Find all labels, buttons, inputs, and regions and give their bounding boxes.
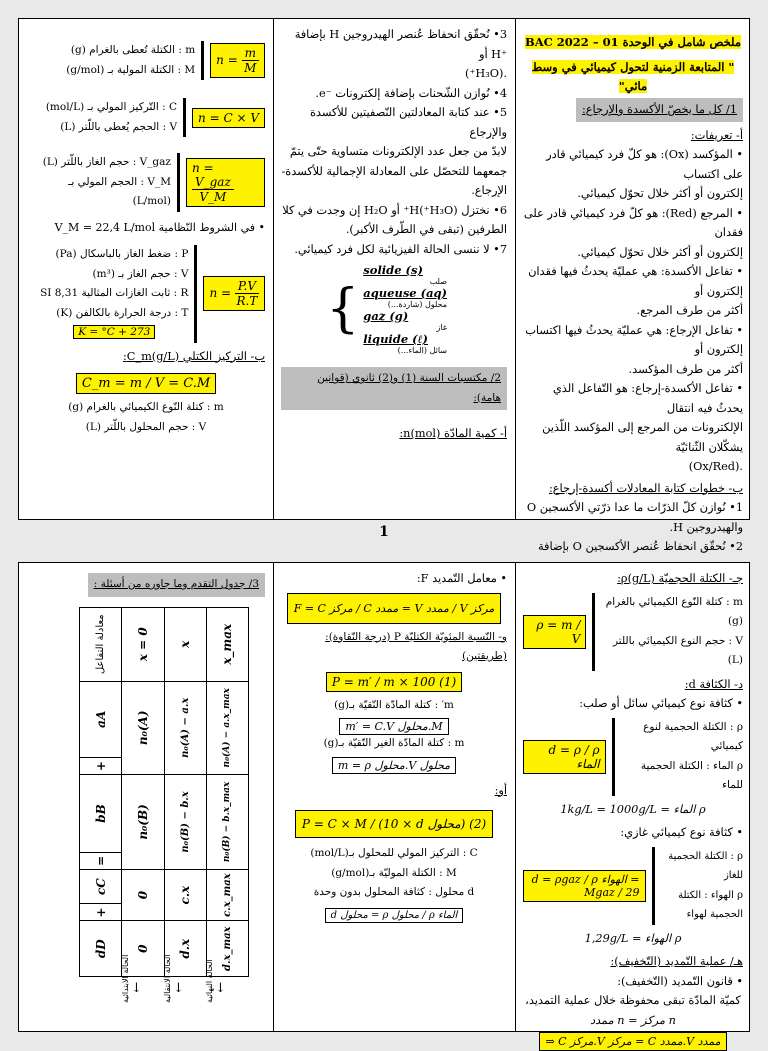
m-prime-def: m′ : كتلة المادّة النّقيّة بـ(g) — [334, 698, 454, 711]
table-cell: bB — [80, 775, 122, 853]
formula-def: P : ضغط الغاز بالباسكال (Pa) — [55, 248, 189, 260]
cm-def: m : كتلة النّوع الكيميائي بالغرام (g) — [68, 401, 224, 413]
formula-n-Vgaz — [27, 153, 265, 212]
page1-right-column — [515, 19, 751, 553]
table-cell: n₀(B) − b.x — [164, 775, 206, 870]
formula-box: n = C × V — [192, 108, 265, 128]
formula-den: V_M — [199, 189, 227, 204]
formula-lhs: n = — [216, 53, 238, 67]
formula-def: m : الكتلة تُعطى بالغرام (g) — [70, 44, 196, 56]
def-line: أكثر من طرف المرجع. — [636, 304, 743, 317]
def-line: إلكترون أو أكثر خلال تحوّل كيميائي. — [577, 245, 743, 259]
def-line: .(Ox/Red) — [688, 460, 743, 473]
state-label: الحالة الابتدائية — [121, 954, 130, 1003]
table-cell: aA — [80, 681, 122, 758]
def-line: • المؤكسد (Ox): هو كلّ فرد كيميائي قادر على اكتساب — [546, 148, 743, 181]
purity-def: d محلول : كثافة المحلول بدون وحدة — [313, 886, 475, 898]
table-row-label: معادلة التفاعل — [80, 608, 122, 682]
table-cell: n₀(B) − b.x_max — [206, 775, 248, 870]
page-number: 1 — [379, 524, 389, 540]
formula-lhs: n = — [209, 286, 232, 301]
d-liquid-formula-box: d = ρ / ρ الماء — [523, 740, 606, 774]
table-cell: n₀(A) — [122, 681, 164, 775]
purity-formula-1: P = m′ / m × 100 (1) — [326, 672, 462, 692]
formula-den: M — [244, 61, 257, 75]
subheading-steps: ب- خطوات كتابة المعادلات أكسدة-إرجاع: — [548, 481, 743, 495]
table-cell: c.x — [164, 869, 206, 921]
cm-def: V : حجم المحلول باللّتر (L) — [85, 420, 207, 433]
formula-def: V_M : الحجم المولي بـ (L/mol) — [68, 175, 171, 207]
table-cell: 0 — [122, 921, 164, 977]
formula-lhs: n = — [191, 160, 214, 175]
subheading-definitions: أ- تعريفات: — [690, 128, 743, 142]
state-label: الحالة الانتقالية — [163, 954, 172, 1003]
page-1 — [18, 18, 750, 553]
formula-def: M : الكتلة المولية بـ (g/mol) — [66, 63, 196, 76]
step-line: لابدّ من جعل عدد الإلكترونات متساوية حتّى يتمّ — [289, 145, 507, 158]
formula-def: V_gaz : حجم الغاز باللّتر (L) — [42, 156, 171, 168]
def-line: أكثر من طرف المؤكسد. — [628, 362, 743, 376]
formula-den: R.T — [236, 294, 258, 309]
subheading-relative-density: د- الكثافة d: — [684, 677, 743, 691]
table-cell: n₀(B) — [122, 775, 164, 870]
purity-def: M : الكتلة الموليّة بـ(g/mol) — [331, 866, 457, 879]
dilution-factor-title: • معامل التّمديد F: — [416, 572, 507, 585]
formula-def: ρ الهواء : الكتلة الحجمية لهواء — [678, 889, 743, 920]
table-cell: dD — [80, 921, 122, 977]
formula-num: P.V — [235, 279, 259, 294]
step-line: 5• عند كتابة المعادلتين النّصفيتين للأكسدة والإرجاع — [309, 106, 507, 139]
physical-states-block — [281, 263, 447, 355]
formula-d-gas — [523, 847, 743, 925]
table-cell: = — [80, 852, 122, 869]
def-line: إلكترون أو أكثر خلال تحوّل كيميائي. — [577, 187, 743, 200]
step-line: .(H₃O⁺) — [464, 67, 507, 80]
page-2 — [18, 562, 750, 1048]
formula-def: C : التّركيز المولي بـ (mol/L) — [45, 101, 178, 113]
section-3-heading: 3/ جدول التقدم وما جاوره من أسئلة : — [88, 573, 265, 597]
rho-water: ρ الماء = 1kg/L = 1000g/L — [560, 802, 706, 816]
step-line: 4• نُوازن الشّحنات بإضافة إلكترونات ⁻e. — [315, 86, 507, 100]
m-eq: m = ρ محلول.V محلول — [332, 757, 456, 774]
subheading-purity: و- النّسبة المئويّة الكتليّة P (درجة النّقاوة): (طريقتين) — [325, 630, 507, 662]
table-cell: + — [80, 758, 122, 775]
table-cell: n₀(A) − a.x — [164, 681, 206, 775]
dilution-final-box: ⇒ C مركز.V مركز = C ممدد.V ممدد — [539, 1032, 726, 1051]
dilution-law: • قانون التّمديد (التّخفيف): — [617, 974, 743, 988]
def-line: • تفاعل الأكسدة: هي عمليّة يحدثُ فيها فقدان إلكترون أو — [528, 265, 743, 298]
subheading-density: جـ- الكتلة الحجميّة ρ(g/L): — [617, 572, 743, 585]
arrow-icon: ↓ — [215, 981, 226, 996]
d-liquid-title: • كثافة نوع كيميائي سائل أو صلب: — [579, 697, 743, 710]
table-cell: cC — [80, 869, 122, 904]
page2-middle-column — [273, 563, 515, 1031]
formula-def: V : حجم الغاز بـ (m³) — [92, 267, 189, 280]
section-1-heading: 1/ كل ما يخصّ الأكسدة والإرجاع: — [576, 98, 743, 122]
formula-def: ρ الماء : الكتلة الحجمية للماء — [640, 759, 743, 791]
doc-title-line2: " المتابعة الزمنية لتحول كيميائي في وسط مائي" — [531, 60, 735, 93]
dilution-law-text: كميّة المادّة تبقى محفوظة خلال عملية التمديد، — [525, 994, 741, 1007]
formula-rho — [523, 593, 743, 671]
page1-left-column — [19, 19, 273, 519]
table-row-label: x_max — [206, 608, 248, 682]
progress-table — [79, 607, 249, 977]
table-cell: d.x — [164, 921, 206, 977]
table-cell: + — [80, 904, 122, 921]
step-line: الطرفين (تبقى في الطّرف الأكبر). — [345, 223, 507, 236]
formula-n-m-M — [27, 41, 265, 80]
formula-def: R : ثابت الغازات المثالية 8,31 SI — [40, 287, 189, 299]
step-line: 3• نُحقّق انحفاظ عُنصر الهيدروجين H بإضافة ⁺H أو — [294, 28, 507, 61]
step-line: جمعهما للتحصّل على المعادلة الإجمالية للأكسدة- — [281, 164, 507, 178]
formula-def: V : الحجم يُعطى باللّتر (L) — [60, 120, 178, 133]
def-line: الإلكترونات من المرجع إلى المؤكسد اللّذين يشكّلان الثّنائيّة — [542, 421, 743, 454]
formula-def: V : حجم النوع الكيميائي باللتر (L) — [612, 634, 743, 666]
dilution-factor-box: F = C مركز / C ممدد = V ممدد / V مركز — [287, 593, 502, 624]
formula-def: ρ : الكتلة الحجمية لنوع كيميائي — [643, 720, 743, 752]
page1-middle-column — [273, 19, 515, 519]
purity-def: C : التركيز المولي للمحلول بـ(mol/L) — [310, 847, 478, 859]
table-cell: c.x_max — [206, 869, 248, 921]
step-line: 7• لا ننسى الحالة الفيزيائية لكل فرد كيميائي. — [294, 242, 507, 256]
rho-formula-box: ρ = m / V — [523, 615, 586, 649]
kelvin-conversion: K = °C + 273 — [73, 325, 155, 339]
arrow-icon: ↓ — [131, 981, 142, 996]
step-line: والهيدروجين H. — [669, 520, 743, 534]
state-gas: gaz (g) — [363, 309, 409, 323]
def-line: • المرجع (Red): هو كلّ فرد كيميائي قادر على فقدان — [523, 206, 743, 239]
table-cell: 0 — [122, 869, 164, 921]
def-line: • تفاعل الأكسدة-إرجاع: هو التّفاعل الذي يحدثُ فيه انتقال — [552, 382, 743, 415]
formula-n-PV-RT — [27, 245, 265, 343]
rho-air: ρ الهواء = 1,29g/L — [584, 931, 682, 945]
table-cell: n₀(A) − a.x_max — [206, 681, 248, 775]
or-label: أو: — [494, 783, 507, 797]
purity-formula-2: P = C × M / (10 × d محلول) (2) — [295, 810, 493, 838]
formula-d-liquid — [523, 718, 743, 796]
doc-title-line1: ملخص شامل في الوحدة 01 – BAC 2022 — [525, 35, 741, 49]
step-line: 6• نختزل (H₃O⁺)H⁺ أو H₂O إن وجدت في كلا — [282, 203, 507, 217]
m-prime-eq: m′ = C.V محلول.M — [339, 718, 448, 735]
subheading-mass-concentration: ب- التركيز الكتلي C_m(g/L): — [122, 349, 265, 363]
formula-num: V_gaz — [192, 175, 234, 190]
cm-formula-box: C_m = m / V = C.M — [76, 373, 216, 394]
formula-num: m — [242, 46, 259, 61]
step-line: 2• نُحقّق انحفاظ عُنصر الأكسجين O بإضافة — [537, 540, 743, 553]
arrow-icon: ↓ — [173, 981, 184, 996]
table-row-label: x = 0 — [122, 608, 164, 682]
state-aqueous: aqueuse (aq) — [363, 286, 447, 300]
d-gas-title: • كثافة نوع كيميائي غازي: — [620, 826, 743, 839]
progress-table-wrap — [79, 607, 249, 977]
step-line: 1• نُوازن كلّ الذرّات ما عدا ذرّتي الأكسجين O — [526, 501, 743, 514]
step-line: الإرجاع. — [471, 184, 507, 197]
table-cell: d.x_max — [206, 921, 248, 977]
state-solid-sub: صلب — [429, 277, 447, 286]
subheading-quantity: أ- كمية المادّة n(mol): — [399, 427, 507, 440]
formula-def: m : كتلة النّوع الكيميائي بالغرام (g) — [605, 595, 743, 627]
state-gas-sub: غاز — [436, 323, 447, 332]
formula-n-CV — [27, 98, 265, 137]
page2-left-column — [19, 563, 273, 1031]
state-liquid-sub: سائل (الماء...) — [397, 346, 447, 355]
table-row-label: x — [164, 608, 206, 682]
page2-right-column — [515, 563, 751, 1048]
d-solution-eq: d محلول = ρ محلول / ρ الماء — [325, 908, 464, 923]
state-aqueous-sub: محلول (شاردة...) — [387, 300, 447, 309]
formula-def: ρ : الكتلة الحجمية للغاز — [668, 850, 743, 881]
d-gas-formula-box: d = ρgaz / ρ الهواء = Mgaz / 29 — [523, 870, 646, 902]
vm-note: • في الشروط النّظامية V_M = 22,4 L/mol — [54, 220, 265, 234]
dilution-eq: n مركز = n ممدد — [590, 1013, 676, 1027]
m-def: m : كتلة المادّة الغير النّقيّة بـ(g) — [323, 737, 465, 749]
state-solid: solide (s) — [363, 263, 423, 277]
section-2-heading: 2/ مكتسبات السنة (1) و(2) ثانوي (قوانين هامة): — [281, 367, 507, 410]
state-liquid: liquide (ℓ) — [363, 332, 428, 346]
formula-def: T : درجة الحرارة بالكالفن (K) — [56, 306, 189, 319]
state-label: الحالة النهائية — [205, 959, 214, 1003]
subheading-dilution: هـ/ عملية التّمديد (التّخفيف): — [610, 955, 743, 968]
left-brace: { — [326, 279, 360, 339]
def-line: • تفاعل الإرجاع: هي عمليّة يحدثُ فيها اكتساب إلكترون أو — [525, 323, 743, 356]
